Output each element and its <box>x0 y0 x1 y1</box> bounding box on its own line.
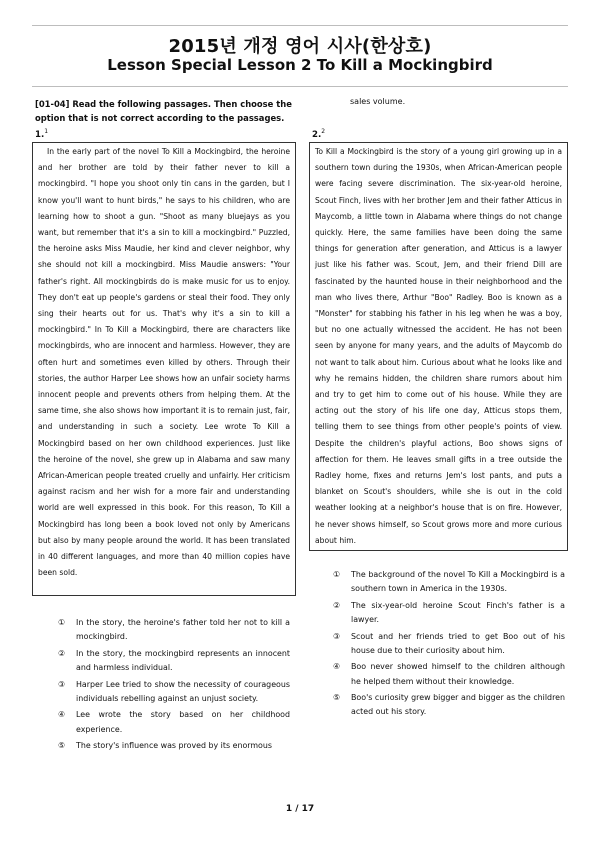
choice-3[interactable] <box>58 678 290 706</box>
choice-mark: ② <box>58 648 66 658</box>
choice-2[interactable] <box>333 599 565 627</box>
choice-text: Boo never showed himself to the children although he helped them without their knowledge. <box>351 662 565 686</box>
page-title: 2015년 개정 영어 시사(한상호) <box>168 36 432 57</box>
question-number: 1. <box>35 129 45 140</box>
choice-mark: ⑤ <box>333 693 341 703</box>
choice-1[interactable] <box>58 616 290 644</box>
question-1-choices <box>58 616 290 756</box>
choice-mark: ⑤ <box>58 741 66 751</box>
footnote-marker: 1 <box>44 128 49 135</box>
choice-mark: ② <box>333 600 341 610</box>
header-rule-top <box>32 25 568 26</box>
choice-mark: ① <box>58 618 66 627</box>
question-1-number <box>35 128 48 140</box>
choice-mark: ④ <box>58 710 66 720</box>
question-2-passage: To Kill a Mockingbird is the story of a young girl growing up in a southern town during the 1930s, when African-American people were facing severe discrimination. The six-year-old heroine, Scout Finch, lives with her brother Jem and their father Atticus in Maycomb, a little town in Alabama where things do not change quickly. Here, the same families have been doing the same things for generation after generation, and Atticus is a lawyer just like his father was. Scout, Jem, and their friend Dill are fascinated by the haunted house in their neighborhood and the man who lives there, Arthur "Boo" Radley. Boo is known as a "Monster" for stabbing his father in his leg when he was a boy, but no one actually witnessed the accident. He has not been seen by anyone for many years, and the adults of Maycomb do not want to talk about him. Curious about what he looks like and why he remains hidden, the children share rumors about him and try to get him to come out of his house. While they are acting out the story of his life one day, Atticus stops them, telling them to see things from other people's points of view. Despite the children's playful actions, Boo shows signs of affection for them. He leaves small gifts in a tree outside the Radley home, fixes and returns Jem's lost pants, and puts a blanket on Scout's shoulders, while she is out in the cold weather looking at a neighbor's house that is on fire. However, he never shows himself, so Scout grows more and more curious about him. <box>309 142 568 551</box>
directions: [01-04] Read the following passages. Then choose the option that is not correct according to the passages. <box>35 99 292 123</box>
choice-2[interactable] <box>58 647 290 675</box>
header-rule-bottom <box>32 86 568 87</box>
choice-5-continuation: sales volume. <box>350 97 406 106</box>
footnote-marker: 2 <box>321 128 326 135</box>
lesson-subtitle: Lesson Special Lesson 2 To Kill a Mockingbird <box>107 56 493 74</box>
choice-3[interactable] <box>333 630 565 658</box>
choice-text: In the story, the mockingbird represents an innocent and harmless individual. <box>76 648 290 672</box>
choice-text: In the story, the heroine's father told her not to kill a mockingbird. <box>76 618 290 642</box>
question-1-passage: In the early part of the novel To Kill a Mockingbird, the heroine and her brother are told by their father never to kill a mockingbird. "I hope you shoot only tin cans in the garden, but I know you'll want to hunt birds," he says to his children, who are learning how to shoot a gun. "Shoot as many bluejays as you want, but remember that it's a sin to kill a mockingbird." Puzzled, the heroine asks Miss Maudie, her kind and clever neighbor, why she should not kill a mockingbird. Miss Maudie answers: "Your father's right. All mockingbirds do is make music for us to enjoy. They don't eat up people's gardens or steal their food. They only sing their hearts out for us. That's why it's a sin to kill a mockingbird." In To Kill a Mockingbird, there are characters like mockingbirds, who are innocent and harmless. However, they are often hurt and sometimes even killed by others. Through their stories, the author Harper Lee shows how an unfair society harms innocent people and prevents others from helping them. At the same time, she also shows how important it is to remain just, fair, and understanding in such a society. Lee wrote To Kill a Mockingbird based on her own childhood experiences. Just like the heroine of the novel, she grew up in Alabama and saw many African-American people treated cruelly and unfairly. Her criticism against racism and her wish for a more fair and understanding world are well expressed in this book. For this reason, To Kill a Mockingbird has long been a book loved not only by Americans but also by many people around the world. It has been translated in 40 different languages, and more than 40 million copies have been sold. <box>32 142 296 596</box>
choice-4[interactable] <box>58 708 290 736</box>
choice-text: The background of the novel To Kill a Mockingbird is a southern town in America in the 1930s. <box>351 570 565 594</box>
choice-mark: ③ <box>333 631 341 641</box>
choice-mark: ① <box>333 570 341 579</box>
choice-mark: ④ <box>333 662 341 672</box>
choice-text: Harper Lee tried to show the necessity of courageous individuals rebelling against an unjust society. <box>76 679 290 703</box>
choice-text: Scout and her friends tried to get Boo out of his house due to their curiosity about him. <box>351 631 565 655</box>
question-2-choices <box>333 568 565 722</box>
question-2-number <box>312 128 325 140</box>
choice-1[interactable] <box>333 568 565 596</box>
choice-5[interactable] <box>58 739 290 753</box>
choice-text: Lee wrote the story based on her childhood experience. <box>76 710 290 734</box>
choice-5[interactable] <box>333 691 565 719</box>
page-number: 1 / 17 <box>285 804 315 814</box>
choice-4[interactable] <box>333 660 565 688</box>
choice-mark: ③ <box>58 679 66 689</box>
choice-text: Boo's curiosity grew bigger and bigger as the children acted out his story. <box>351 693 565 717</box>
choice-text: The six-year-old heroine Scout Finch's father is a lawyer. <box>351 600 565 624</box>
choice-text: The story's influence was proved by its enormous <box>76 741 273 751</box>
question-number: 2. <box>312 129 322 140</box>
